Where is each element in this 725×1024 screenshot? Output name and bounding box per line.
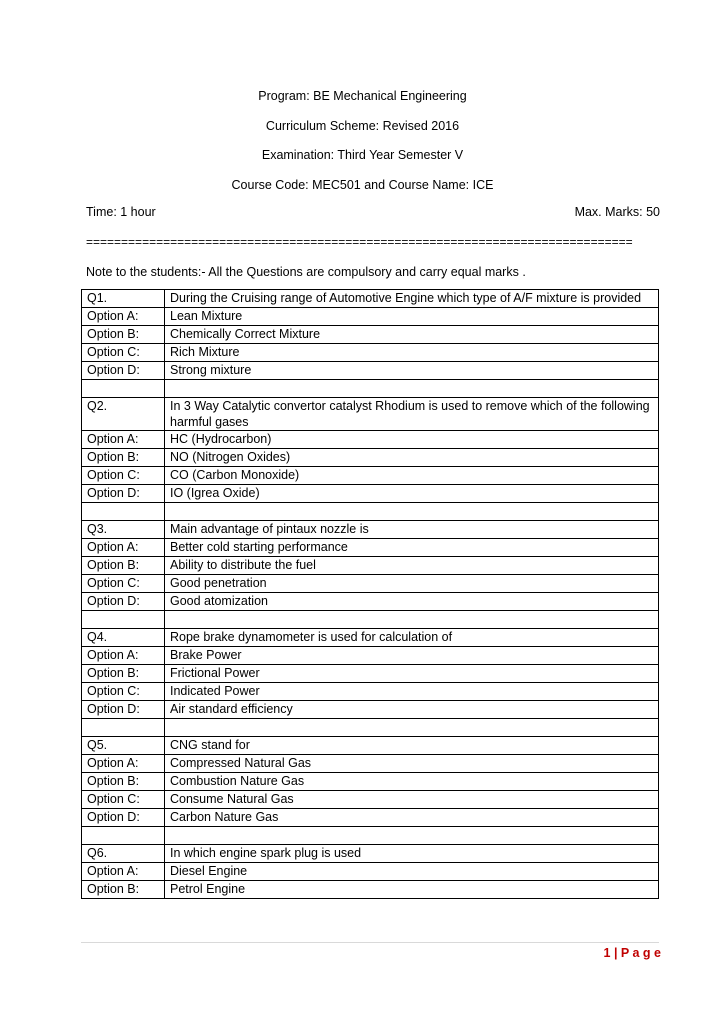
curriculum-scheme: Curriculum Scheme: Revised 2016 [265, 119, 460, 133]
questions-table [81, 289, 659, 899]
option-label: Option C: [82, 683, 165, 701]
option-row [82, 647, 659, 665]
spacer-cell [165, 503, 659, 521]
footer-divider-bar: | [613, 946, 621, 960]
option-label: Option A: [82, 431, 165, 449]
question-text: In 3 Way Catalytic convertor catalyst Rhodium is used to remove which of the following harmful gases [165, 398, 659, 431]
spacer-row [82, 827, 659, 845]
option-text: Indicated Power [165, 683, 659, 701]
option-text: Lean Mixture [165, 308, 659, 326]
question-row [82, 737, 659, 755]
option-row [82, 344, 659, 362]
option-text: Frictional Power [165, 665, 659, 683]
page-footer [604, 946, 662, 960]
spacer-row [82, 380, 659, 398]
question-text: Main advantage of pintaux nozzle is [165, 521, 659, 539]
option-text: Combustion Nature Gas [165, 773, 659, 791]
option-text: Strong mixture [165, 362, 659, 380]
option-label: Option B: [82, 557, 165, 575]
student-note: Note to the students:- All the Questions are compulsory and carry equal marks . [86, 265, 526, 279]
option-text: Diesel Engine [165, 863, 659, 881]
question-text: In which engine spark plug is used [165, 845, 659, 863]
spacer-cell [165, 827, 659, 845]
spacer-cell [82, 503, 165, 521]
question-number: Q3. [82, 521, 165, 539]
separator-line: ============================================================================== [86, 235, 633, 249]
question-row [82, 845, 659, 863]
spacer-cell [82, 719, 165, 737]
option-text: Ability to distribute the fuel [165, 557, 659, 575]
option-label: Option C: [82, 467, 165, 485]
option-text: Air standard efficiency [165, 701, 659, 719]
option-row [82, 449, 659, 467]
option-row [82, 308, 659, 326]
option-text: Rich Mixture [165, 344, 659, 362]
option-text: IO (Igrea Oxide) [165, 485, 659, 503]
option-label: Option A: [82, 539, 165, 557]
option-row [82, 431, 659, 449]
option-row [82, 665, 659, 683]
course-info: Course Code: MEC501 and Course Name: ICE [231, 178, 494, 192]
option-row [82, 755, 659, 773]
option-label: Option A: [82, 308, 165, 326]
question-text: CNG stand for [165, 737, 659, 755]
option-row [82, 881, 659, 899]
option-row [82, 485, 659, 503]
option-label: Option D: [82, 485, 165, 503]
spacer-cell [165, 719, 659, 737]
option-label: Option B: [82, 449, 165, 467]
option-row [82, 467, 659, 485]
option-label: Option B: [82, 326, 165, 344]
option-row [82, 809, 659, 827]
spacer-row [82, 611, 659, 629]
option-text: CO (Carbon Monoxide) [165, 467, 659, 485]
option-text: Better cold starting performance [165, 539, 659, 557]
question-number: Q1. [82, 290, 165, 308]
question-row [82, 521, 659, 539]
option-label: Option C: [82, 791, 165, 809]
footer-divider [81, 942, 659, 943]
option-label: Option C: [82, 575, 165, 593]
option-row [82, 362, 659, 380]
spacer-cell [165, 380, 659, 398]
option-label: Option D: [82, 809, 165, 827]
page-number: 1 [603, 946, 611, 960]
option-label: Option D: [82, 593, 165, 611]
exam-time: Time: 1 hour [86, 205, 156, 219]
option-row [82, 539, 659, 557]
option-row [82, 557, 659, 575]
spacer-row [82, 719, 659, 737]
option-label: Option D: [82, 701, 165, 719]
question-row [82, 398, 659, 431]
option-label: Option D: [82, 362, 165, 380]
max-marks: Max. Marks: 50 [574, 205, 660, 219]
option-text: Petrol Engine [165, 881, 659, 899]
question-row [82, 629, 659, 647]
option-row [82, 773, 659, 791]
option-label: Option A: [82, 647, 165, 665]
option-text: NO (Nitrogen Oxides) [165, 449, 659, 467]
question-number: Q2. [82, 398, 165, 431]
option-row [82, 683, 659, 701]
option-text: Good penetration [165, 575, 659, 593]
option-text: Good atomization [165, 593, 659, 611]
option-text: Brake Power [165, 647, 659, 665]
option-label: Option A: [82, 863, 165, 881]
option-row [82, 863, 659, 881]
question-number: Q4. [82, 629, 165, 647]
spacer-cell [82, 827, 165, 845]
option-label: Option C: [82, 344, 165, 362]
option-row [82, 593, 659, 611]
option-row [82, 326, 659, 344]
option-label: Option B: [82, 773, 165, 791]
option-text: HC (Hydrocarbon) [165, 431, 659, 449]
spacer-row [82, 503, 659, 521]
option-text: Carbon Nature Gas [165, 809, 659, 827]
option-text: Compressed Natural Gas [165, 755, 659, 773]
option-row [82, 575, 659, 593]
page-label: P a g e [620, 946, 661, 960]
spacer-cell [165, 611, 659, 629]
option-row [82, 791, 659, 809]
option-label: Option B: [82, 881, 165, 899]
program-title: Program: BE Mechanical Engineering [258, 89, 467, 103]
question-text: During the Cruising range of Automotive Engine which type of A/F mixture is provided [165, 290, 659, 308]
option-text: Chemically Correct Mixture [165, 326, 659, 344]
option-label: Option A: [82, 755, 165, 773]
question-text: Rope brake dynamometer is used for calculation of [165, 629, 659, 647]
examination-title: Examination: Third Year Semester V [261, 148, 464, 162]
question-number: Q5. [82, 737, 165, 755]
question-row [82, 290, 659, 308]
option-row [82, 701, 659, 719]
spacer-cell [82, 380, 165, 398]
question-number: Q6. [82, 845, 165, 863]
spacer-cell [82, 611, 165, 629]
time-marks-row [86, 205, 660, 221]
option-text: Consume Natural Gas [165, 791, 659, 809]
option-label: Option B: [82, 665, 165, 683]
